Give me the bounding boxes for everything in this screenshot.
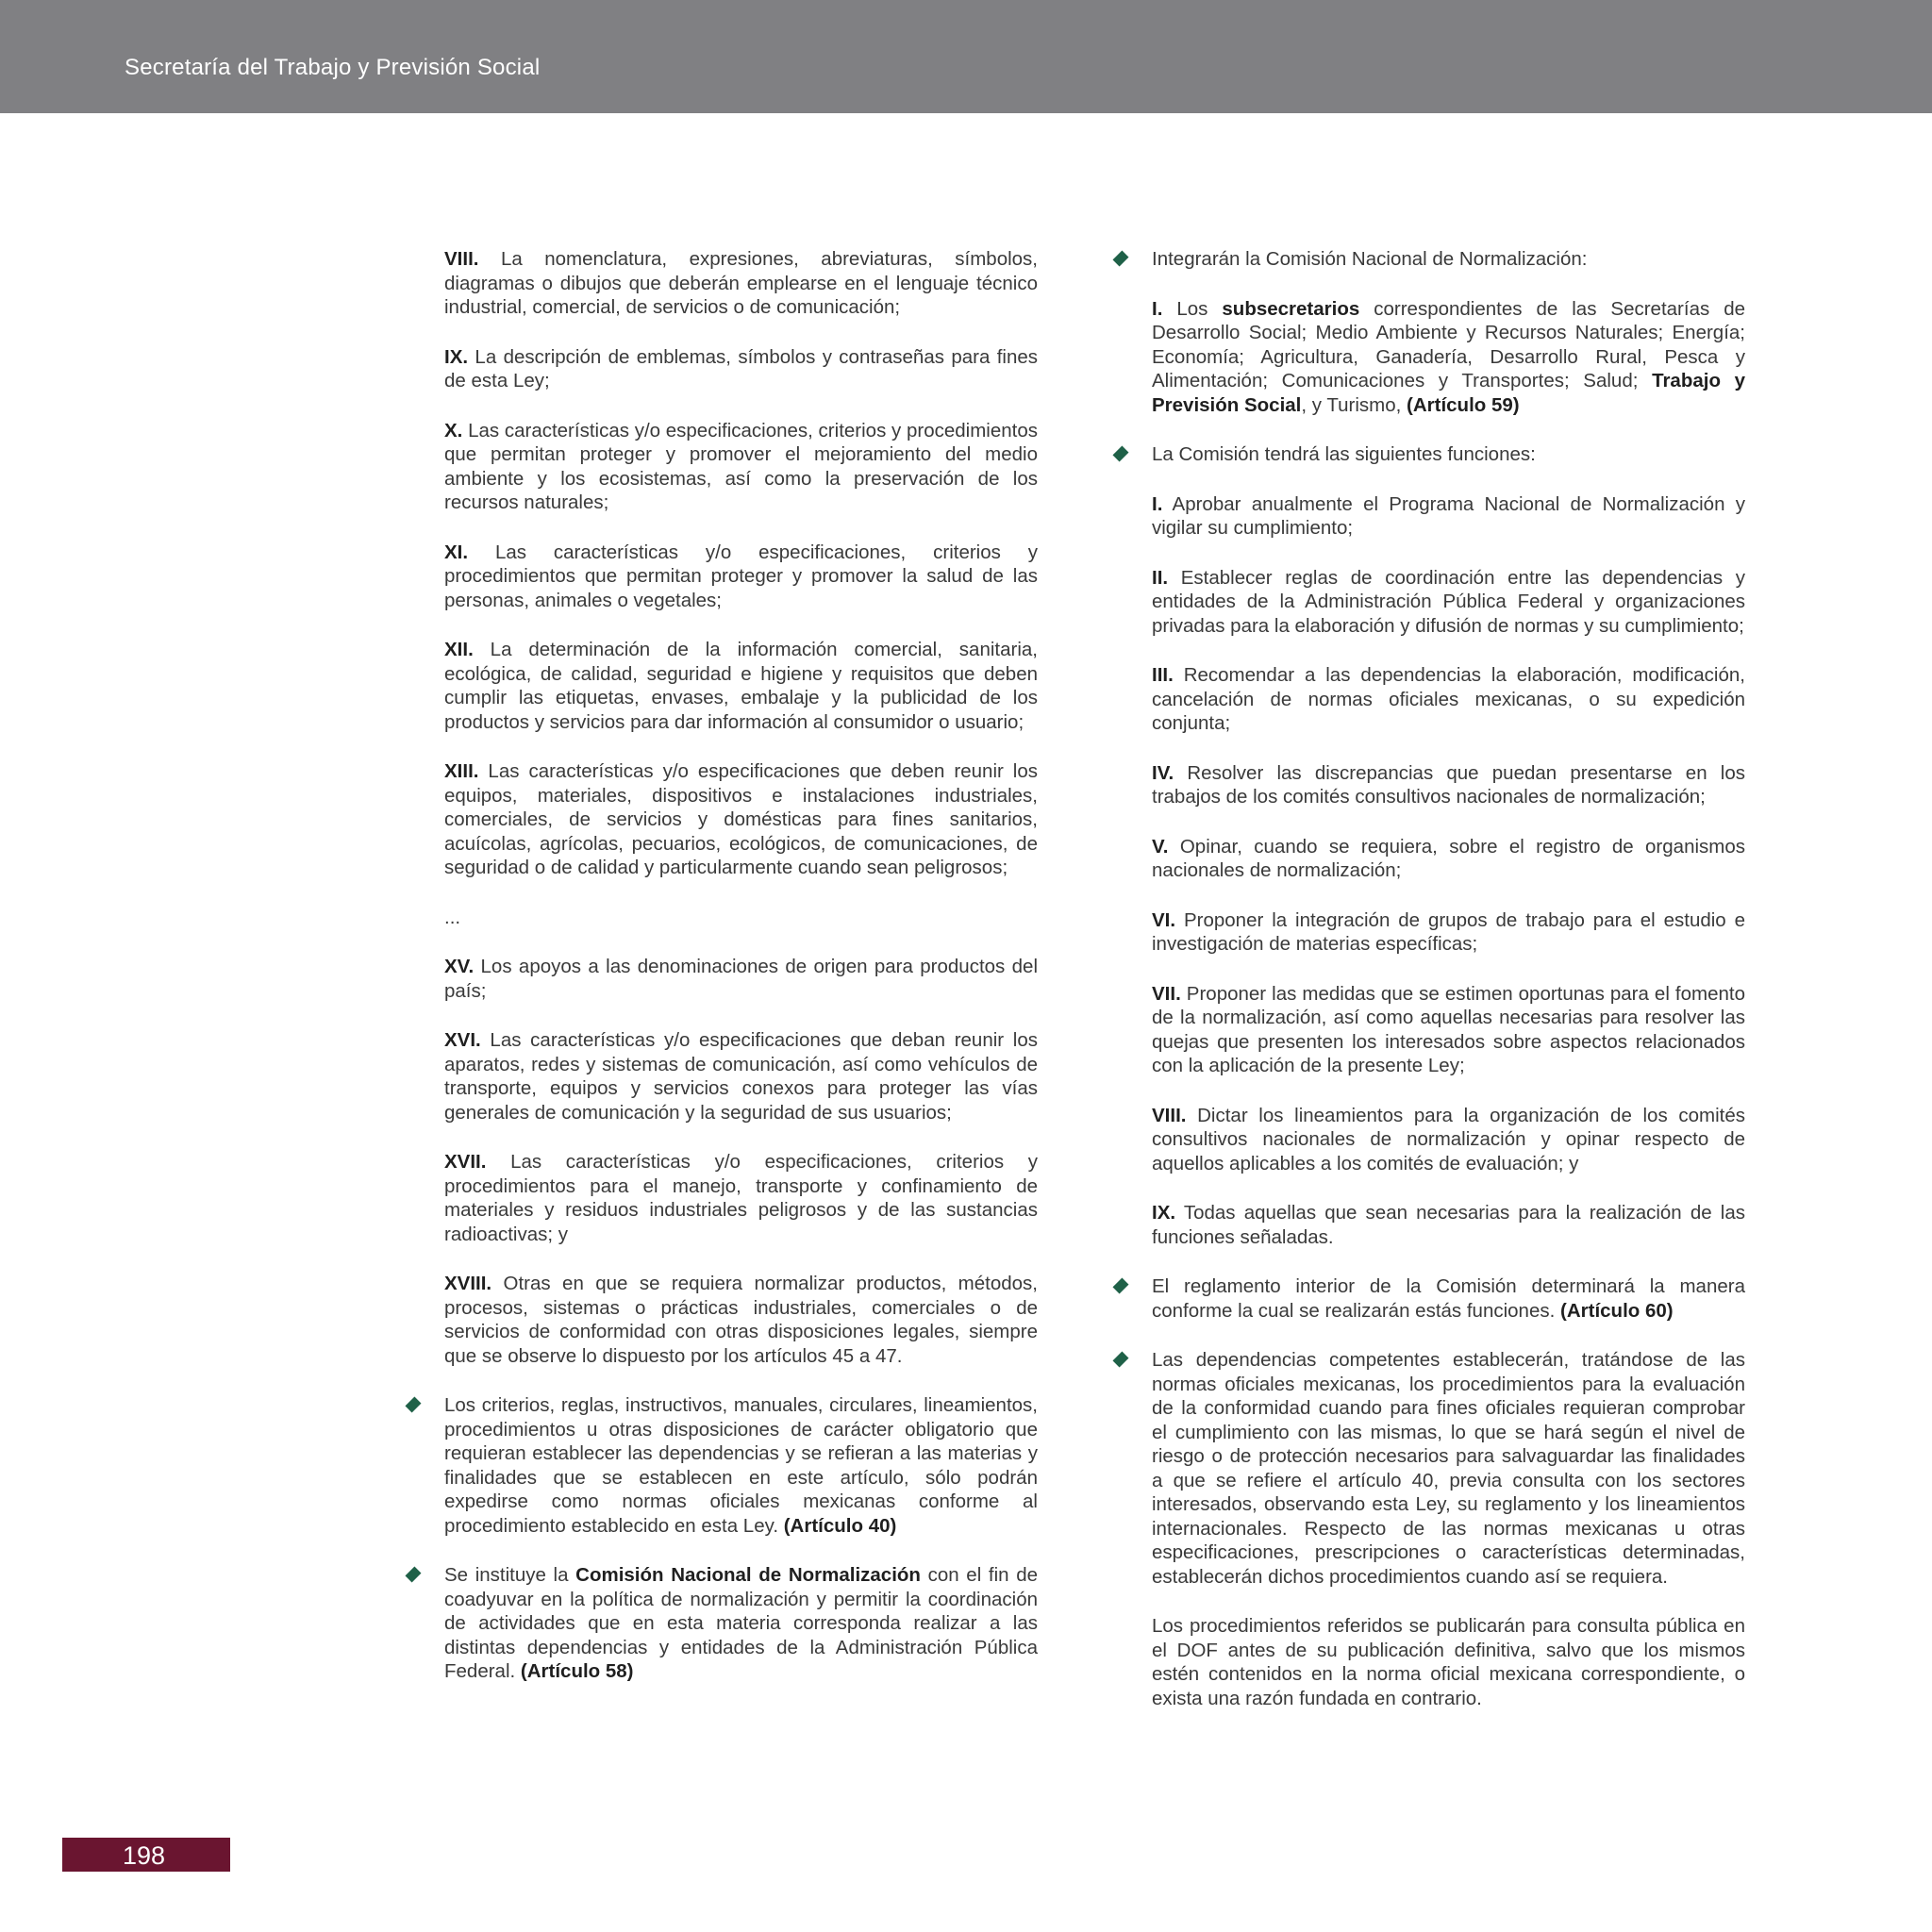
bullet-paragraph: Integrarán la Comisión Nacional de Normalización: (1152, 247, 1745, 272)
diamond-bullet-icon (1113, 1278, 1129, 1294)
list-item: VI. Proponer la integración de grupos de trabajo para el estudio e investigación de materias específicas; (1152, 908, 1745, 955)
list-item: XVII. Las características y/o especificaciones, criterios y procedimientos para el manejo, transporte y confinamiento de materiales y residuos industriales peligrosos y de las sustancias radioactivas; y (444, 1151, 1038, 1245)
list-item: VIII. La nomenclatura, expresiones, abreviaturas, símbolos, diagramas o dibujos que deberán emplearse en el lenguaje técnico industrial, comercial, de servicios o de comunicación; (444, 248, 1038, 318)
diamond-bullet-icon (406, 1397, 422, 1413)
list-item: VIII. Dictar los lineamientos para la organización de los comités consultivos nacionales de normalización y opinar respecto de aquellos aplicables a los comités de evaluación; y (1152, 1104, 1745, 1174)
bullet-paragraph: Las dependencias competentes establecerán, tratándose de las normas oficiales mexicanas, los procedimientos para la evaluación de la conformidad cuando para fines oficiales requieran comprobar el cumplimiento con las mismas, lo que se hará según el nivel de riesgo o de protección necesarios para salvaguardar las finalidades a que se refiere el artículo 40, previa consulta con los sectores interesados, observando esta Ley, su reglamento y los lineamientos internacionales. Respecto de las normas mexicanas u otras especificaciones, prescripciones o características determinadas, establecerán dichos procedimientos cuando así se requiera. (1152, 1348, 1745, 1589)
bullet-paragraph: Se instituye la Comisión Nacional de Normalización con el fin de coadyuvar en la política de normalización y permitir la coordinación de actividades que en esta materia corresponda realizar a las distintas dependencias y entidades de la Administración Pública Federal. (Artículo 58) (444, 1563, 1038, 1684)
page-number: 198 (123, 1841, 166, 1870)
bullet-paragraph: El reglamento interior de la Comisión determinará la manera conforme la cual se realizarán estás funciones. (Artículo 60) (1152, 1274, 1745, 1323)
list-item: IX. La descripción de emblemas, símbolos y contraseñas para fines de esta Ley; (444, 345, 1038, 391)
list-item: IX. Todas aquellas que sean necesarias para la realización de las funciones señaladas. (1152, 1202, 1745, 1248)
list-item: XVIII. Otras en que se requiera normalizar productos, métodos, procesos, sistemas o prácticas industriales, comerciales o de servicios de conformidad con otras disposiciones legales, siempre que se observe lo dispuesto por los artículos 45 a 47. (444, 1273, 1038, 1367)
list-item: II. Establecer reglas de coordinación entre las dependencias y entidades de la Administración Pública Federal y organizaciones privadas para la elaboración y difusión de normas y su cumplimiento; (1152, 566, 1745, 637)
list-item: IV. Resolver las discrepancias que puedan presentarse en los trabajos de los comités consultivos nacionales de normalización; (1152, 761, 1745, 808)
bullet-paragraph: La Comisión tendrá las siguientes funciones: (1152, 442, 1745, 467)
list-item: I. Aprobar anualmente el Programa Nacional de Normalización y vigilar su cumplimiento; (1152, 492, 1745, 539)
list-item: V. Opinar, cuando se requiera, sobre el registro de organismos nacionales de normalización; (1152, 835, 1745, 881)
list-item: I. Los subsecretarios correspondientes de las Secretarías de Desarrollo Social; Medio Ambiente y Recursos Naturales; Energía; Economía; Agricultura, Ganadería, Desarrollo Rural, Pesca y Alimentación; Comunicaciones y Transportes; Salud; Trabajo y Previsión Social, y Turismo, (Artículo 59) (1152, 297, 1746, 416)
diamond-bullet-icon (1113, 1352, 1129, 1368)
bullet-paragraph: Los criterios, reglas, instructivos, manuales, circulares, lineamientos, procedimientos u otras disposiciones de carácter obligatorio que requieran establecer las dependencias y se refieran a las materias y finalidades que se establecen en este artículo, sólo podrán expedirse como normas oficiales mexicanas conforme al procedimiento establecido en esta Ley. (Artículo 40) (444, 1393, 1038, 1538)
closing-paragraph: Los procedimientos referidos se publicarán para consulta pública en el DOF antes de su publicación definitiva, salvo que los mismos estén contenidos en la norma oficial mexicana correspondiente, o exista una razón fundada en contrario. (1152, 1615, 1745, 1709)
list-item: III. Recomendar a las dependencias la elaboración, modificación, cancelación de normas oficiales mexicanas, o su expedición conjunta; (1152, 664, 1745, 734)
diamond-bullet-icon (1113, 251, 1129, 267)
diamond-bullet-icon (406, 1567, 422, 1583)
list-item: XI. Las características y/o especificaciones, criterios y procedimientos que permitan proteger y promover la salud de las personas, animales o vegetales; (444, 541, 1038, 611)
list-item: VII. Proponer las medidas que se estimen oportunas para el fomento de la normalización, así como aquellas necesarias para resolver las quejas que presenten los interesados sobre aspectos relacionados con la aplicación de la presente Ley; (1152, 982, 1745, 1076)
ellipsis: ... (444, 906, 461, 928)
right-column (1152, 247, 1745, 1736)
list-item: XIII. Las características y/o especificaciones que deben reunir los equipos, materiales, dispositivos e instalaciones industriales, comerciales, de servicios y domésticas para fines sanitarios, acuícolas, agrícolas, pecuarios, ecológicos, de comunicaciones, de seguridad o de calidad y particularmente cuando sean peligrosos; (444, 760, 1038, 878)
diamond-bullet-icon (1113, 446, 1129, 462)
left-column (444, 247, 1038, 1709)
list-item: XVI. Las características y/o especificaciones que deban reunir los aparatos, redes y sistemas de comunicación, así como vehículos de transporte, equipos y servicios conexos para proteger las vías generales de comunicación y la seguridad de sus usuarios; (444, 1029, 1038, 1124)
list-item: XV. Los apoyos a las denominaciones de origen para productos del país; (444, 956, 1038, 1002)
header-title: Secretaría del Trabajo y Previsión Social (125, 55, 541, 80)
list-item: XII. La determinación de la información comercial, sanitaria, ecológica, de calidad, seguridad e higiene y requisitos que deben cumplir las etiquetas, envases, embalaje y la publicidad de los productos y servicios para dar información al consumidor o usuario; (444, 639, 1038, 733)
page-header-bar (0, 0, 1932, 113)
list-item: X. Las características y/o especificaciones, criterios y procedimientos que permitan proteger y promover el mejoramiento del medio ambiente y los ecosistemas, así como la preservación de los recursos naturales; (444, 419, 1038, 513)
